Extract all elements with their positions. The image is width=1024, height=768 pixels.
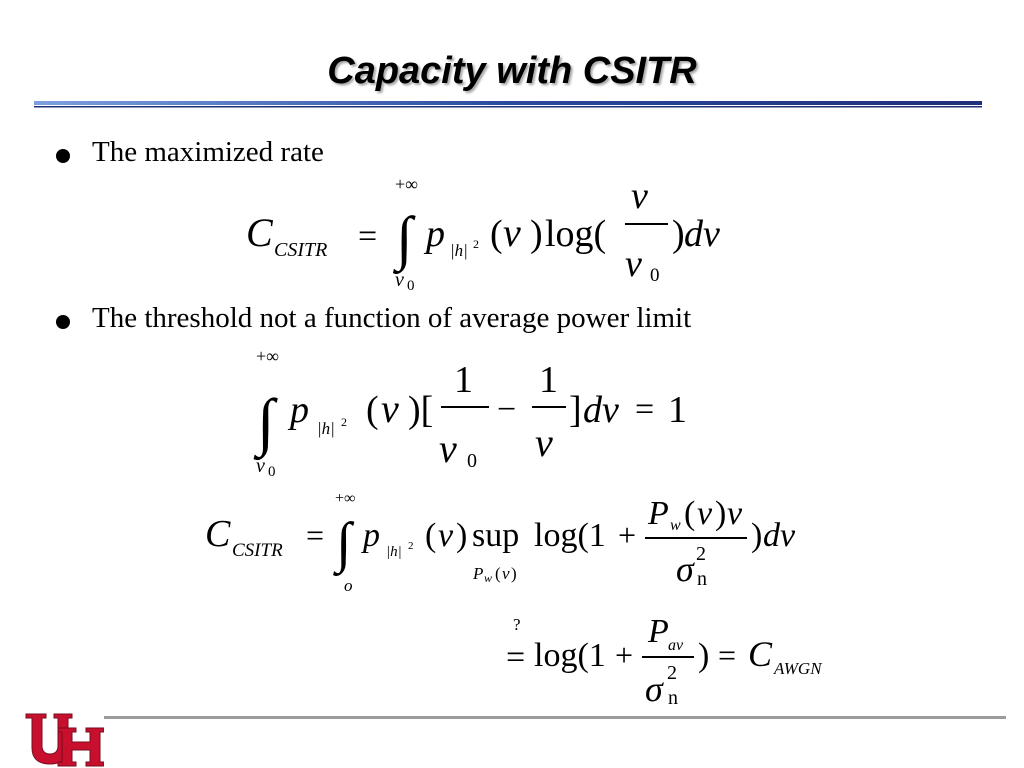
svg-text:v: v xyxy=(438,517,454,554)
svg-text:v: v xyxy=(502,564,510,583)
svg-text:o: o xyxy=(344,576,353,595)
svg-text:0: 0 xyxy=(467,450,477,472)
svg-text:ν: ν xyxy=(395,269,404,291)
svg-text:+∞: +∞ xyxy=(256,346,279,366)
svg-text:=: = xyxy=(358,218,378,255)
svg-text:|h|: |h| xyxy=(386,544,402,560)
svg-text:log(1: log(1 xyxy=(534,517,606,554)
svg-text:ν: ν xyxy=(439,426,457,471)
svg-text:): ) xyxy=(530,213,543,255)
svg-text:): ) xyxy=(511,564,517,583)
svg-text:dv: dv xyxy=(763,517,796,554)
svg-text:dν: dν xyxy=(684,213,720,255)
svg-text:σ: σ xyxy=(676,549,694,589)
svg-text:P: P xyxy=(648,495,669,532)
equation-capacity-csitr xyxy=(240,168,740,298)
svg-text:=: = xyxy=(635,391,655,428)
svg-text:=: = xyxy=(306,517,325,553)
svg-text:(: ( xyxy=(684,495,696,532)
svg-text:]: ] xyxy=(569,389,582,431)
svg-text:+∞: +∞ xyxy=(335,490,356,507)
svg-text:(: ( xyxy=(366,389,379,431)
svg-text:av: av xyxy=(668,637,684,654)
svg-text:ν: ν xyxy=(535,420,553,465)
svg-text:ν: ν xyxy=(256,455,265,477)
svg-text:|h|: |h| xyxy=(317,419,335,438)
svg-text:+: + xyxy=(615,637,634,673)
svg-text:1: 1 xyxy=(668,389,687,431)
svg-text:σ: σ xyxy=(645,669,663,709)
equation-threshold xyxy=(250,340,710,482)
svg-text:ν: ν xyxy=(631,175,648,217)
svg-text:AWGN: AWGN xyxy=(774,659,822,678)
svg-text:p: p xyxy=(363,517,380,554)
svg-text:+: + xyxy=(618,517,637,553)
svg-text:log(1: log(1 xyxy=(534,637,606,674)
svg-text:ν: ν xyxy=(625,243,642,285)
bullet-text-1: The maximized rate xyxy=(92,136,324,168)
slide-title: Capacity with CSITR xyxy=(327,50,697,92)
svg-text:v: v xyxy=(697,495,713,532)
svg-text:n: n xyxy=(697,568,707,590)
svg-text:2: 2 xyxy=(341,415,347,429)
svg-text:): ) xyxy=(672,213,685,255)
svg-text:C: C xyxy=(748,634,773,674)
svg-text:P: P xyxy=(648,613,669,650)
svg-text:sup: sup xyxy=(472,517,520,554)
svg-text:p: p xyxy=(290,389,309,431)
svg-text:2: 2 xyxy=(473,237,479,251)
svg-text:∫: ∫ xyxy=(396,205,413,271)
svg-text:): ) xyxy=(698,637,710,674)
svg-text:log(: log( xyxy=(545,213,607,255)
svg-text:P: P xyxy=(473,564,484,583)
uh-logo-icon xyxy=(24,712,104,768)
svg-text:): ) xyxy=(715,495,727,532)
svg-text:p: p xyxy=(426,213,445,255)
svg-text:C: C xyxy=(246,210,273,255)
svg-text:1: 1 xyxy=(539,359,558,401)
title-divider xyxy=(34,101,982,109)
svg-text:1: 1 xyxy=(454,359,473,401)
svg-text:v: v xyxy=(727,495,743,532)
svg-text:dν: dν xyxy=(583,389,619,431)
svg-text:w: w xyxy=(484,571,493,585)
svg-text:): ) xyxy=(456,517,468,554)
svg-text:|h|: |h| xyxy=(450,241,468,260)
svg-text:0: 0 xyxy=(650,265,660,286)
svg-text:∫: ∫ xyxy=(336,512,352,574)
svg-text:2: 2 xyxy=(667,662,677,684)
svg-text:(: ( xyxy=(490,213,503,255)
svg-text:∫: ∫ xyxy=(257,386,275,457)
svg-text:(: ( xyxy=(425,517,437,554)
bullet-dot-1 xyxy=(56,149,70,163)
equation-awgn-comparison xyxy=(500,600,850,712)
svg-text:)[: )[ xyxy=(408,389,434,431)
svg-text:2: 2 xyxy=(696,543,706,565)
bullet-dot-2 xyxy=(56,315,70,329)
svg-text:0: 0 xyxy=(268,464,276,480)
svg-text:−: − xyxy=(497,391,517,428)
svg-text:): ) xyxy=(751,517,763,554)
svg-text:n: n xyxy=(668,687,678,709)
svg-text:2: 2 xyxy=(408,540,414,552)
svg-text:(: ( xyxy=(495,564,501,583)
svg-text:?: ? xyxy=(513,615,521,634)
svg-text:0: 0 xyxy=(407,278,415,294)
svg-text:ν: ν xyxy=(381,386,399,431)
svg-text:CSITR: CSITR xyxy=(232,540,283,561)
svg-text:C: C xyxy=(205,513,231,555)
svg-text:=: = xyxy=(718,637,737,673)
svg-text:w: w xyxy=(670,517,681,534)
equation-capacity-sup xyxy=(200,484,820,598)
svg-text:=: = xyxy=(506,639,526,676)
svg-text:+∞: +∞ xyxy=(395,174,418,194)
bullet-text-2: The threshold not a function of average power limit xyxy=(92,302,692,334)
svg-text:CSITR: CSITR xyxy=(274,239,328,261)
svg-text:ν: ν xyxy=(503,210,521,255)
footer-divider xyxy=(104,716,1006,719)
